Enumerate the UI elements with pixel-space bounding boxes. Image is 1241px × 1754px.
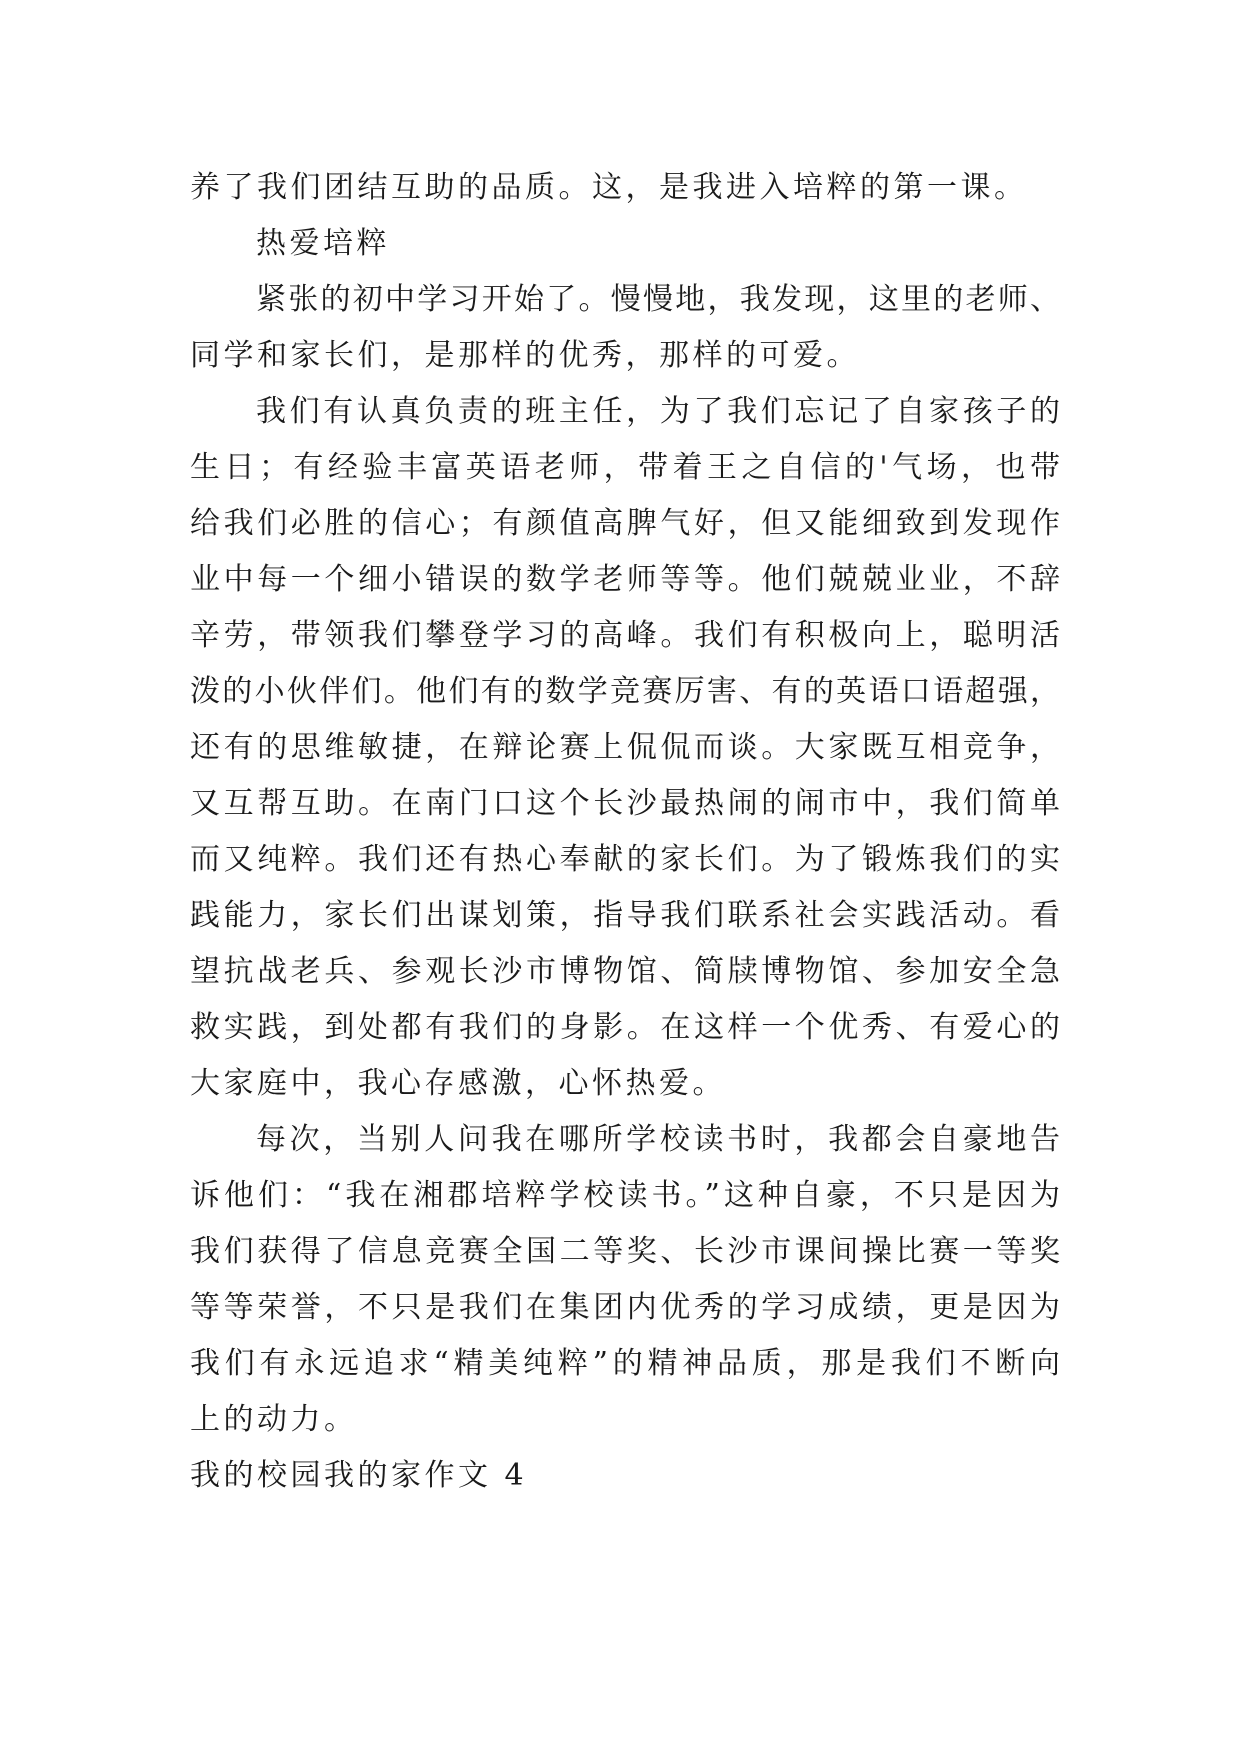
text-line: 泼的小伙伴们。他们有的数学竞赛厉害、有的英语口语超强， <box>190 674 1060 709</box>
text-line: 等等荣誉，不只是我们在集团内优秀的学习成绩，更是因为 <box>190 1290 1060 1325</box>
text-line: 给我们必胜的信心；有颜值高脾气好，但又能细致到发现作 <box>190 506 1060 541</box>
text-line: 同学和家长们，是那样的优秀，那样的可爱。 <box>190 338 860 373</box>
text-line: 又互帮互助。在南门口这个长沙最热闹的闹市中，我们简单 <box>190 786 1060 821</box>
text-line: 紧张的初中学习开始了。慢慢地，我发现，这里的老师、 <box>256 282 1060 317</box>
text-line: 大家庭中，我心存感激，心怀热爱。 <box>190 1066 726 1101</box>
text-line: 望抗战老兵、参观长沙市博物馆、简牍博物馆、参加安全急 <box>190 954 1060 989</box>
text-line: 我们有认真负责的班主任，为了我们忘记了自家孩子的 <box>256 394 1060 429</box>
text-line: 践能力，家长们出谋划策，指导我们联系社会实践活动。看 <box>190 898 1060 933</box>
text-line: 生日；有经验丰富英语老师，带着王之自信的'气场，也带 <box>190 450 1060 485</box>
section-heading: 热爱培粹 <box>256 226 390 261</box>
text-line: 养了我们团结互助的品质。这，是我进入培粹的第一课。 <box>190 170 1028 205</box>
text-line: 我们获得了信息竞赛全国二等奖、长沙市课间操比赛一等奖 <box>190 1234 1060 1269</box>
text-line: 业中每一个细小错误的数学老师等等。他们兢兢业业，不辞 <box>190 562 1060 597</box>
text-line: 每次，当别人问我在哪所学校读书时，我都会自豪地告 <box>256 1122 1060 1157</box>
text-line: 救实践，到处都有我们的身影。在这样一个优秀、有爱心的 <box>190 1010 1060 1045</box>
document-page <box>190 160 1060 1504</box>
text-line: 诉他们：“我在湘郡培粹学校读书。”这种自豪，不只是因为 <box>190 1178 1060 1213</box>
article-title: 我的校园我的家作文 4 <box>190 1458 528 1493</box>
text-line: 还有的思维敏捷，在辩论赛上侃侃而谈。大家既互相竞争， <box>190 730 1060 765</box>
text-line: 我们有永远追求“精美纯粹”的精神品质，那是我们不断向 <box>190 1346 1060 1381</box>
text-line: 而又纯粹。我们还有热心奉献的家长们。为了锻炼我们的实 <box>190 842 1060 877</box>
text-line: 辛劳，带领我们攀登学习的高峰。我们有积极向上，聪明活 <box>190 618 1060 653</box>
text-line: 上的动力。 <box>190 1402 358 1437</box>
